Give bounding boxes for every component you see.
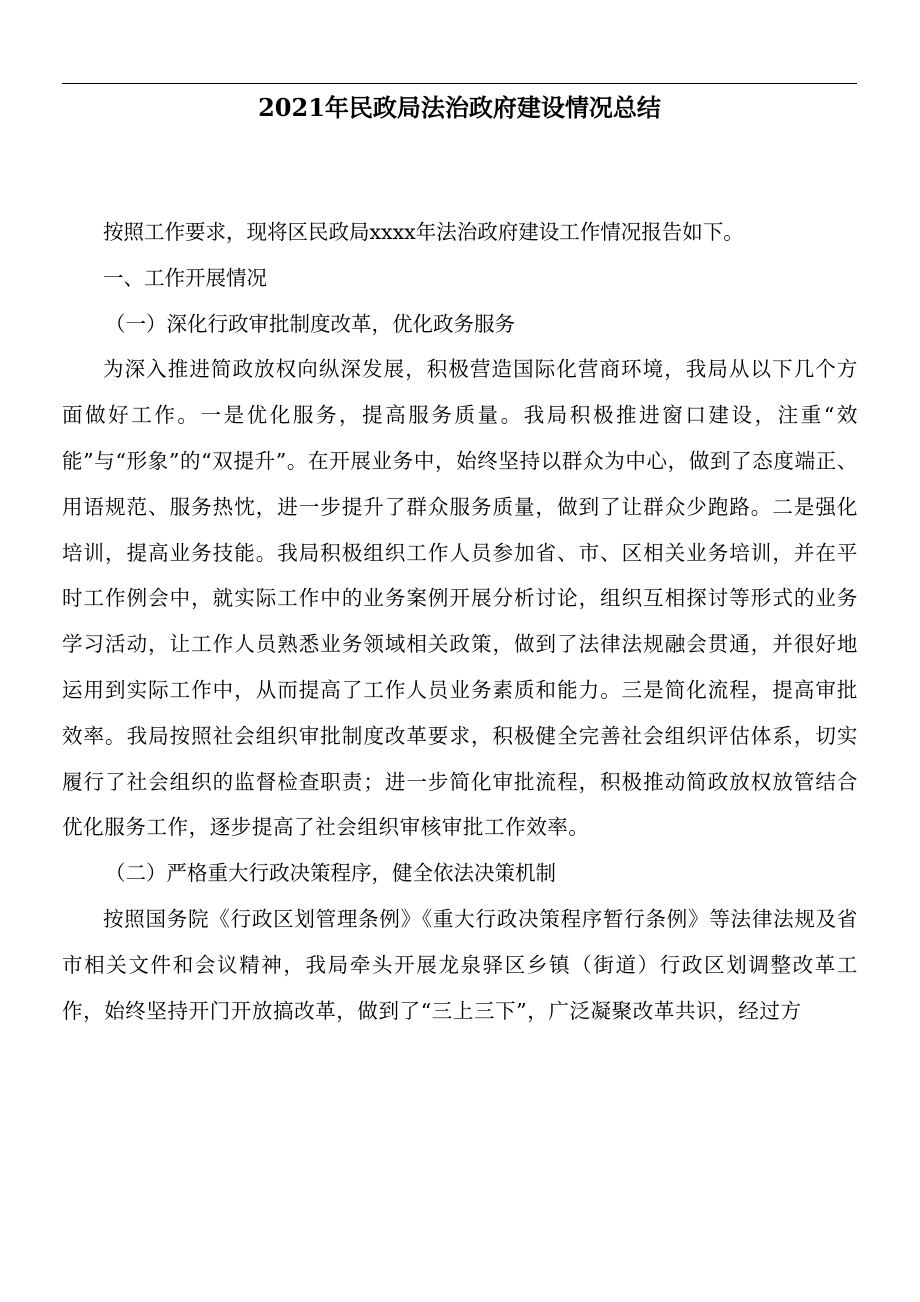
subsection-heading-2: （二）严格重大行政决策程序，健全依法决策机制 <box>105 861 557 886</box>
document-title: 2021年民政局法治政府建设情况总结 <box>258 93 661 122</box>
header-rule <box>62 83 857 84</box>
subsection-heading-1: （一）深化行政审批制度改革，优化政务服务 <box>105 311 516 336</box>
section-heading-1: 一、工作开展情况 <box>103 265 267 290</box>
intro-paragraph: 按照工作要求，现将区民政局xxxx年法治政府建设工作情况报告如下。 <box>103 220 744 244</box>
document-body <box>62 210 858 1034</box>
body-paragraph-2: 按照国务院《行政区划管理条例》《重大行政决策程序暂行条例》等法律法规及省市相关文件和会议精神，我局牵头开展龙泉驿区乡镇（街道）行政区划调整改革工作，始终坚持开门开放搞改革，做到了“三上三下”，广泛凝聚改革共识，经过方 <box>62 906 858 1023</box>
body-paragraph-1: 为深入推进简政放权向纵深发展，积极营造国际化营商环境，我局从以下几个方面做好工作。一是优化服务，提高服务质量。我局积极推进窗口建设，注重“效能”与“形象”的“双提升”。在开展业务中，始终坚持以群众为中心，做到了态度端正、用语规范、服务热忱，进一步提升了群众服务质量，做到了让群众少跑路。二是强化培训，提高业务技能。我局积极组织工作人员参加省、市、区相关业务培训，并在平时工作例会中，就实际工作中的业务案例开展分析讨论，组织互相探讨等形式的业务学习活动，让工作人员熟悉业务领域相关政策，做到了法律法规融会贯通，并很好地运用到实际工作中，从而提高了工作人员业务素质和能力。三是简化流程，提高审批效率。我局按照社会组织审批制度改革要求，积极健全完善社会组织评估体系，切实履行了社会组织的监督检查职责；进一步简化审批流程，积极推动简政放权放管结合优化服务工作，逐步提高了社会组织审核审批工作效率。 <box>62 357 858 840</box>
